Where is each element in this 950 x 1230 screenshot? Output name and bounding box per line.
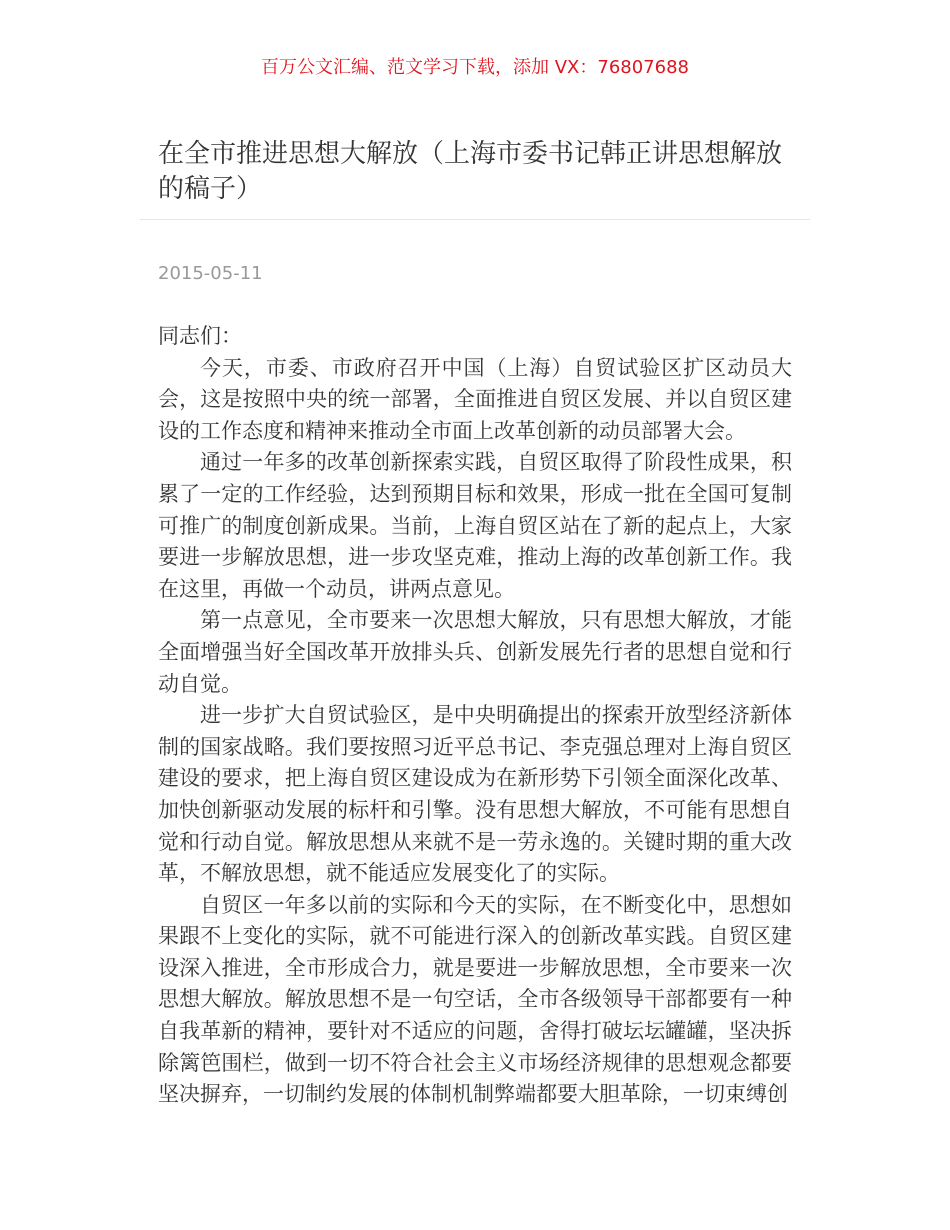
salutation: 同志们： xyxy=(158,324,242,348)
paragraph: 第一点意见，全市要来一次思想大解放，只有思想大解放，才能全面增强当好全国改革开放排头兵、创新发展先行者的思想自觉和行动自觉。 xyxy=(158,608,792,696)
article-body xyxy=(158,321,792,1111)
paragraph: 通过一年多的改革创新探索实践，自贸区取得了阶段性成果，积累了一定的工作经验，达到预期目标和效果，形成一批在全国可复制可推广的制度创新成果。当前，上海自贸区站在了新的起点上，大家要进一步解放思想，进一步攻坚克难，推动上海的改革创新工作。我在这里，再做一个动员，讲两点意见。 xyxy=(158,450,792,601)
article-title: 在全市推进思想大解放（上海市委书记韩正讲思想解放的稿子） xyxy=(158,139,783,204)
promo-banner: 百万公文汇编、范文学习下载，添加 VX：76807688 xyxy=(261,57,689,78)
paragraph: 自贸区一年多以前的实际和今天的实际，在不断变化中，思想如果跟不上变化的实际，就不可能进行深入的创新改革实践。自贸区建设深入推进，全市形成合力，就是要进一步解放思想，全市要来一次思想大解放。解放思想不是一句空话，全市各级领导干部都要有一种自我革新的精神，要针对不适应的问题，舍得打破坛坛罐罐，坚决拆除篱笆围栏，做到一切不符合社会主义市场经济规律的思想观念都要坚决摒弃，一切制约发展的体制机制弊端都要大胆革除，一切束缚创 xyxy=(158,892,792,1107)
paragraph: 今天，市委、市政府召开中国（上海）自贸试验区扩区动员大会，这是按照中央的统一部署，全面推进自贸区发展、并以自贸区建设的工作态度和精神来推动全市面上改革创新的动员部署大会。 xyxy=(158,355,792,443)
publish-date: 2015-05-11 xyxy=(158,263,263,284)
title-divider xyxy=(140,219,810,220)
paragraph: 进一步扩大自贸试验区，是中央明确提出的探索开放型经济新体制的国家战略。我们要按照习近平总书记、李克强总理对上海自贸区建设的要求，把上海自贸区建设成为在新形势下引领全面深化改革、加快创新驱动发展的标杆和引擎。没有思想大解放，不可能有思想自觉和行动自觉。解放思想从来就不是一劳永逸的。关键时期的重大改革，不解放思想，就不能适应发展变化了的实际。 xyxy=(158,703,792,886)
